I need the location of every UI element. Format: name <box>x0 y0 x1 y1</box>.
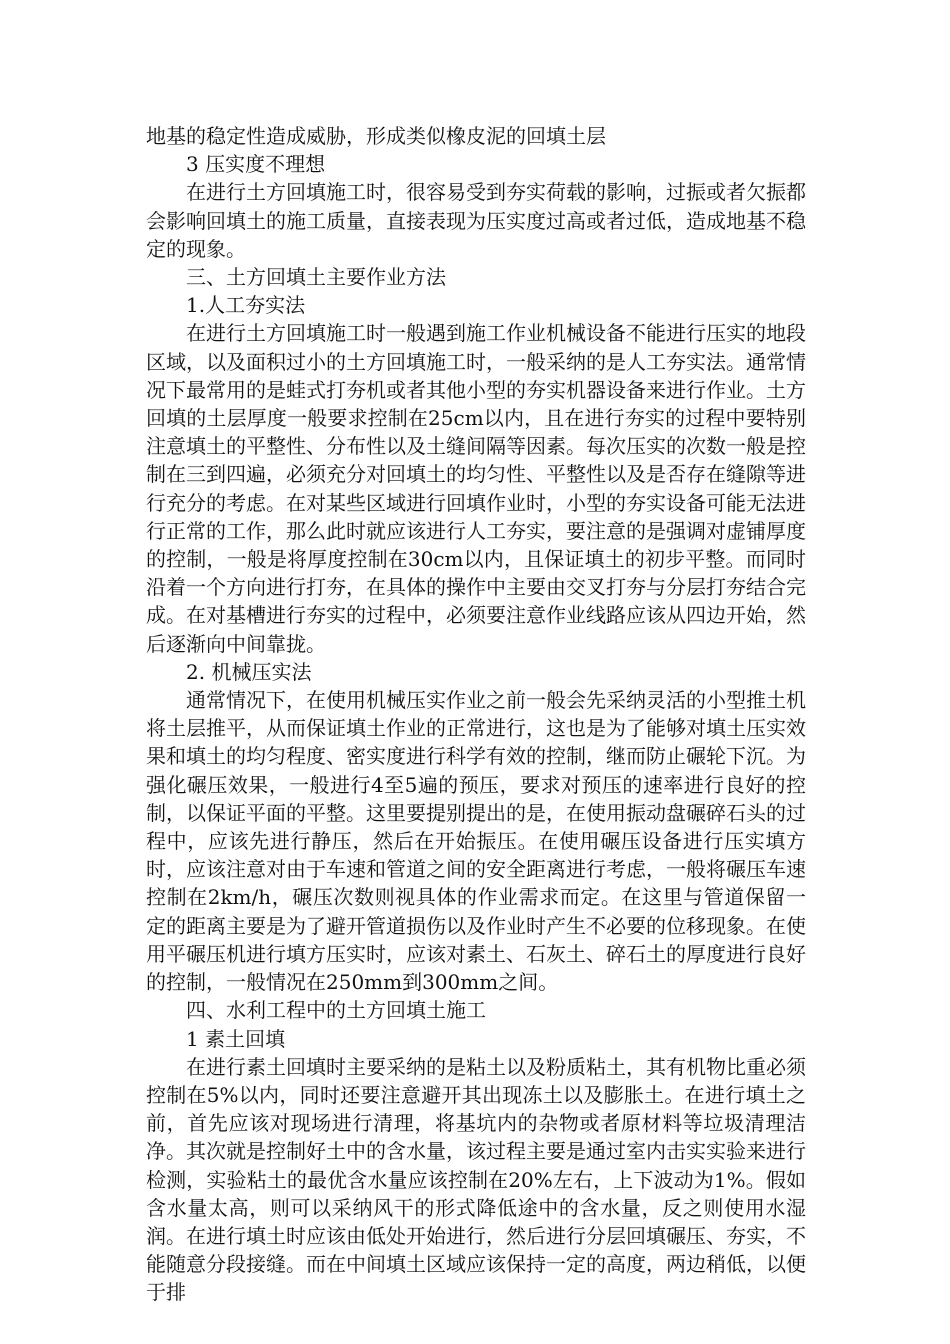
section-heading-water-conservancy: 四、水利工程中的土方回填土施工 <box>186 998 486 1023</box>
paragraph-mechanical-compaction: 通常情况下，在使用机械压实作业之前一般会先采纳灵活的小型推土机将土层推平，从而保证填土作业的正常进行，这也是为了能够对填土压实效果和填土的均匀程度、密实度进行科学有效的控制，继而防止碾轮下沉。为强化碾压效果，一般进行4至5遍的预压，要求对预压的速率进行良好的控制，以保证平面的平整。这里要提别提出的是，在使用振动盘碾碎石头的过程中，应该先进行静压，然后在开始振压。在使用碾压设备进行压实填方时，应该注意对由于车速和管道之间的安全距离进行考虑，一般将碾压车速控制在2km/h，碾压次数则视具体的作业需求而定。在这里与管道保留一定的距离主要是为了避开管道损伤以及作业时产生不必要的位移现象。在使用平碾压机进行填方压实时，应该对素土、石灰土、碎石土的厚度进行良好的控制，一般情况在250mm到300mm之间。 <box>146 688 806 995</box>
heading-manual-tamping: 1.人工夯实法 <box>186 293 306 318</box>
heading-mechanical-compaction: 2. 机械压实法 <box>186 659 312 684</box>
paragraph-continuation: 地基的稳定性造成威胁，形成类似橡皮泥的回填土层 <box>146 124 606 148</box>
document-page <box>146 122 806 1307</box>
heading-plain-soil-backfill: 1 素土回填 <box>186 1026 286 1051</box>
paragraph-plain-soil-backfill: 在进行素土回填时主要采纳的是粘土以及粉质粘土，其有机物比重必须控制在5%以内，同时还要注意避开其出现冻土以及膨胀土。在进行填土之前，首先应该对现场进行清理，将基坑内的杂物或者原材料等垃圾清理洁净。其次就是控制好土中的含水量，该过程主要是通过室内击实实验来进行检测，实验粘土的最优含水量应该控制在20%左右，上下波动为1%。假如含水量太高，则可以采纳风干的形式降低途中的含水量，反之则使用水湿润。在进行填土时应该由低处开始进行，然后进行分层回填碾压、夯实，不能随意分段接缝。而在中间填土区域应该保持一定的高度，两边稍低，以便于排 <box>146 1054 806 1305</box>
heading-compaction-issue: 3 压实度不理想 <box>186 152 326 177</box>
paragraph-compaction-issue: 在进行土方回填施工时，很容易受到夯实荷载的影响，过振或者欠振都会影响回填土的施工质量，直接表现为压实度过高或者过低，造成地基不稳定的现象。 <box>146 180 806 261</box>
section-heading-methods: 三、土方回填土主要作业方法 <box>186 265 446 290</box>
paragraph-manual-tamping: 在进行土方回填施工时一般遇到施工作业机械设备不能进行压实的地段区域，以及面积过小的土方回填施工时，一般采纳的是人工夯实法。通常情况下最常用的是蛙式打夯机或者其他小型的夯实机器设备来进行作业。土方回填的土层厚度一般要求控制在25cm以内，且在进行夯实的过程中要特别注意填土的平整性、分布性以及土缝间隔等因素。每次压实的次数一般是控制在三到四遍，必须充分对回填土的均匀性、平整性以及是否存在缝隙等进行充分的考虑。在对某些区域进行回填作业时，小型的夯实设备可能无法进行正常的工作，那么此时就应该进行人工夯实，要注意的是强调对虚铺厚度的控制，一般是将厚度控制在30cm以内，且保证填土的初步平整。而同时沿着一个方向进行打夯，在具体的操作中主要由交叉打夯与分层打夯结合完成。在对基槽进行夯实的过程中，必须要注意作业线路应该从四边开始，然后逐渐向中间靠拢。 <box>146 321 806 656</box>
